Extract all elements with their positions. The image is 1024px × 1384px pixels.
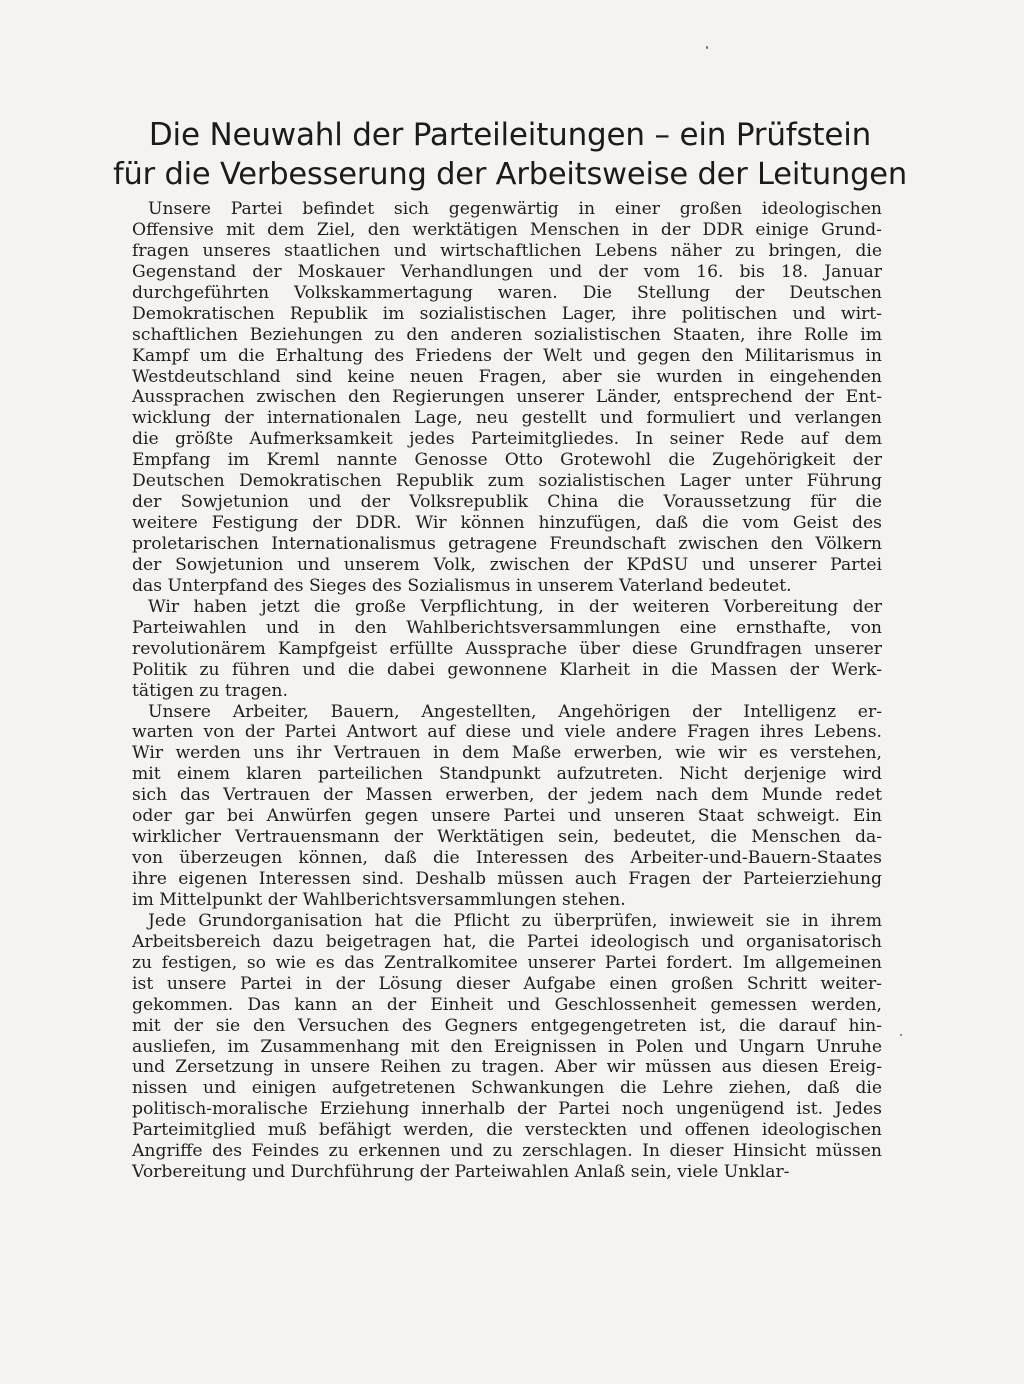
title-line: Die Neuwahl der Parteileitungen – ein Prüfstein <box>148 117 872 153</box>
text-line: Offensive mit dem Ziel, den werktätigen Menschen in der DDR einige Grund- <box>132 219 882 240</box>
text-line: wicklung der internationalen Lage, neu gestellt und formuliert und verlangen <box>132 408 882 429</box>
text-line: sich das Vertrauen der Massen erwerben, der jedem nach dem Munde redet <box>132 785 882 806</box>
text-line: Wir haben jetzt die große Verpflichtung, in der weiteren Vorbereitung der <box>148 596 882 617</box>
text-line: wirklicher Vertrauensmann der Werktätigen sein, bedeutet, die Menschen da- <box>132 827 882 848</box>
text-line: die größte Aufmerksamkeit jedes Parteimitgliedes. In seiner Rede auf dem <box>132 429 882 450</box>
text-line: der Sowjetunion und unserem Volk, zwischen der KPdSU und unserer Partei <box>132 554 882 575</box>
paragraph <box>132 702 882 911</box>
text-line: proletarischen Internationalismus getragene Freundschaft zwischen den Völkern <box>132 534 882 554</box>
text-line: Deutschen Demokratischen Republik zum sozialistischen Lager unter Führung <box>132 471 882 492</box>
text-line: und Zersetzung in unsere Reihen zu tragen. Aber wir müssen aus diesen Ereig- <box>132 1057 882 1078</box>
text-line: Westdeutschland sind keine neuen Fragen, aber sie wurden in eingehenden <box>132 366 882 387</box>
text-line: im Mittelpunkt der Wahlberichtsversammlungen stehen. <box>132 889 626 910</box>
text-line: ist unsere Partei in der Lösung dieser Aufgabe einen großen Schritt weiter- <box>132 973 882 994</box>
text-line: Arbeitsbereich dazu beigetragen hat, die Partei ideologisch und organisatorisch <box>132 931 882 952</box>
text-line: oder gar bei Anwürfen gegen unsere Partei und unseren Staat schweigt. Ein <box>132 806 882 827</box>
text-line: mit der sie den Versuchen des Gegners entgegengetreten ist, die darauf hin- <box>132 1015 882 1036</box>
text-line: Wir werden uns ihr Vertrauen in dem Maße erwerben, wie wir es verstehen, <box>132 743 882 764</box>
text-line: ihre eigenen Interessen sind. Deshalb müssen auch Fragen der Parteierziehung <box>132 869 882 889</box>
text-line: ausliefen, im Zusammenhang mit den Ereignissen in Polen und Ungarn Unruhe <box>132 1036 882 1057</box>
text-line: von überzeugen können, daß die Interessen des Arbeiter-und-Bauern-Staates <box>132 848 882 869</box>
text-line: Parteimitglied muß befähigt werden, die versteckten und offenen ideologischen <box>132 1120 882 1141</box>
text-line: Kampf um die Erhaltung des Friedens der Welt und gegen den Militarismus in <box>132 345 882 366</box>
paragraph <box>132 597 882 702</box>
text-line: Jede Grundorganisation hat die Pflicht zu überprüfen, inwieweit sie in ihrem <box>148 910 882 931</box>
text-line: der Sowjetunion und der Volksrepublik China die Voraussetzung für die <box>132 492 882 513</box>
text-line: Demokratischen Republik im sozialistischen Lager, ihre politischen und wirt- <box>132 303 882 324</box>
text-line: warten von der Partei Antwort auf diese und viele andere Fragen ihres Lebens. <box>132 722 882 743</box>
article-title <box>110 116 910 194</box>
text-line: Empfang im Kreml nannte Genosse Otto Grotewohl die Zugehörigkeit der <box>132 450 882 471</box>
text-line: nissen und einigen aufgetretenen Schwankungen die Lehre ziehen, daß die <box>132 1078 882 1099</box>
text-line: tätigen zu tragen. <box>132 680 288 701</box>
text-line: Vorbereitung und Durchführung der Parteiwahlen Anlaß sein, viele Unklar- <box>132 1162 790 1183</box>
text-line: revolutionärem Kampfgeist erfüllte Aussprache über diese Grundfragen unserer <box>132 638 882 659</box>
text-line: Unsere Partei befindet sich gegenwärtig in einer großen ideologischen <box>148 199 882 219</box>
text-line: mit einem klaren parteilichen Standpunkt aufzutreten. Nicht derjenige wird <box>132 764 882 785</box>
text-line: Parteiwahlen und in den Wahlberichtsversammlungen eine ernsthafte, von <box>132 617 882 638</box>
paragraph <box>132 199 882 597</box>
text-line: das Unterpfand des Sieges des Sozialismus in unserem Vaterland bedeutet. <box>132 575 792 596</box>
text-line: fragen unseres staatlichen und wirtschaftlichen Lebens näher zu bringen, die <box>132 240 882 261</box>
text-line: Aussprachen zwischen den Regierungen unserer Länder, entsprechend der Ent- <box>132 387 882 408</box>
article-body <box>132 199 882 1183</box>
text-line: Unsere Arbeiter, Bauern, Angestellten, Angehörigen der Intelligenz er- <box>148 701 882 722</box>
scan-speck <box>706 46 708 49</box>
text-line: Angriffe des Feindes zu erkennen und zu zerschlagen. In dieser Hinsicht müssen <box>132 1141 882 1162</box>
paragraph <box>132 911 882 1183</box>
text-line: gekommen. Das kann an der Einheit und Geschlossenheit gemessen werden, <box>132 994 882 1015</box>
title-line: für die Verbesserung der Arbeitsweise der Leitungen <box>113 157 907 192</box>
text-line: durchgeführten Volkskammertagung waren. Die Stellung der Deutschen <box>132 282 882 303</box>
text-line: Gegenstand der Moskauer Verhandlungen und der vom 16. bis 18. Januar <box>132 261 882 282</box>
text-line: weitere Festigung der DDR. Wir können hinzufügen, daß die vom Geist des <box>132 513 882 534</box>
text-line: politisch-moralische Erziehung innerhalb der Partei noch ungenügend ist. Jedes <box>132 1099 882 1120</box>
text-line: Politik zu führen und die dabei gewonnene Klarheit in die Massen der Werk- <box>132 659 882 680</box>
text-line: schaftlichen Beziehungen zu den anderen sozialistischen Staaten, ihre Rolle im <box>132 324 882 345</box>
text-line: zu festigen, so wie es das Zentralkomitee unserer Partei fordert. Im allgemeinen <box>132 952 882 973</box>
scan-speck <box>900 1034 902 1036</box>
